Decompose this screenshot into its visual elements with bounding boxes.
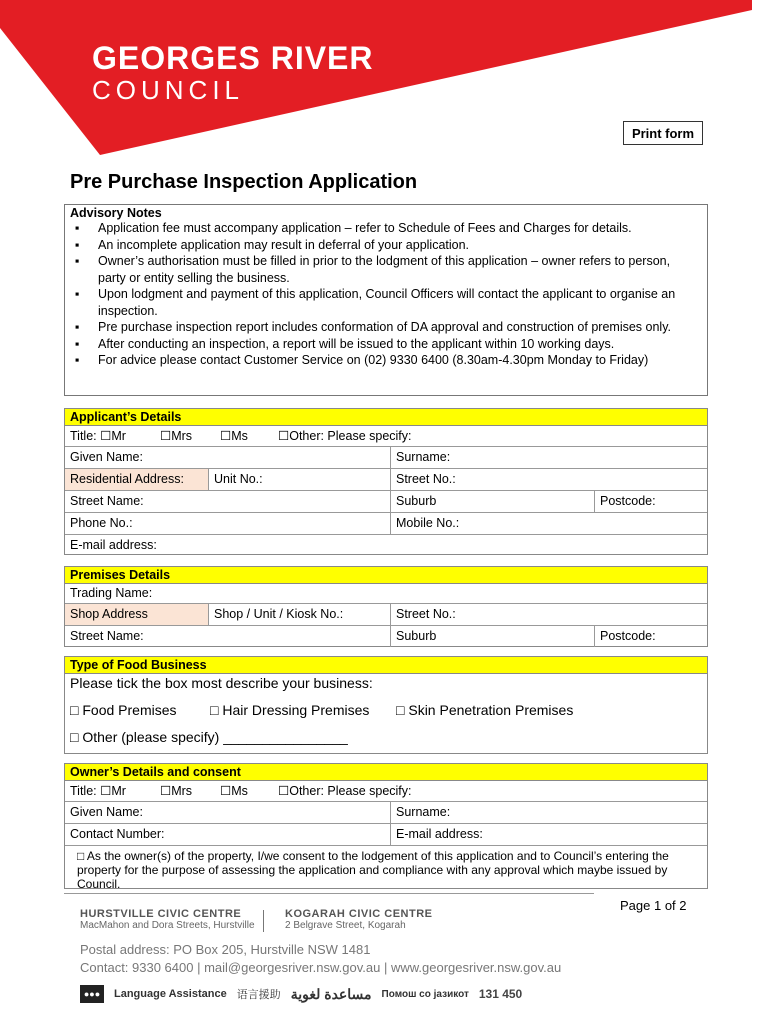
- owner-given-name-field[interactable]: Given Name:: [70, 805, 143, 819]
- advisory-item: ▪ Upon lodgment and payment of this application, Council Officers will contact the applicant to organise an inspection.: [75, 287, 676, 318]
- bullet-icon: ▪: [75, 353, 80, 367]
- footer-separator: [263, 910, 264, 932]
- print-form-button[interactable]: Print form: [623, 121, 703, 145]
- food-premises-option[interactable]: □ Food Premises: [70, 702, 177, 718]
- applicant-address-row: [65, 469, 707, 491]
- page-number: Page 1 of 2: [620, 898, 687, 913]
- advisory-heading: Advisory Notes: [70, 206, 162, 220]
- language-macedonian: Помош со јазикот: [381, 988, 469, 1000]
- bullet-icon: ▪: [75, 336, 80, 351]
- applicant-street-row: [65, 491, 707, 513]
- council-logo-subtitle: COUNCIL: [92, 75, 245, 105]
- applicant-title-row: Title: ☐Mr ☐Mrs ☐Ms ☐Other: Please specify:: [65, 426, 707, 447]
- title-mr-checkbox[interactable]: ☐: [100, 429, 112, 443]
- advisory-list: [65, 220, 707, 369]
- owner-details-heading: Owner’s Details and consent: [65, 764, 707, 781]
- owner-contact-row: [65, 824, 707, 846]
- street-name-field[interactable]: Street Name:: [70, 494, 144, 508]
- bullet-icon: ▪: [75, 237, 80, 252]
- owner-consent-statement: □ As the owner(s) of the property, I/we consent to the lodgement of this application and to Council’s entering the property for the purpose of assessing the application and compliance with any approval which maybe issued by Council.: [77, 849, 669, 891]
- hair-dressing-option[interactable]: □ Hair Dressing Premises: [210, 702, 370, 718]
- applicant-details-section: [64, 408, 708, 555]
- bullet-icon: ▪: [75, 221, 80, 235]
- footer-divider: [64, 893, 594, 894]
- council-logo-title: GEORGES RIVER: [92, 40, 374, 76]
- owner-name-row: [65, 802, 707, 824]
- page-title: Pre Purchase Inspection Application: [70, 171, 418, 193]
- contact-details: Contact: 9330 6400 | mail@georgesriver.nsw.gov.au | www.georgesriver.nsw.gov.au: [80, 960, 562, 975]
- applicant-details-heading: Applicant’s Details: [65, 409, 707, 426]
- advisory-item: ▪ An incomplete application may result in deferral of your application.: [75, 237, 470, 252]
- premises-postcode-field[interactable]: Postcode:: [594, 626, 707, 647]
- postcode-field[interactable]: Postcode:: [594, 491, 707, 512]
- skin-penetration-option[interactable]: □ Skin Penetration Premises: [396, 702, 574, 718]
- residential-address-label: Residential Address:: [65, 469, 208, 490]
- mobile-field[interactable]: Mobile No.:: [390, 513, 707, 534]
- shop-address-label: Shop Address: [65, 604, 208, 625]
- other-business-checkbox[interactable]: □: [70, 729, 79, 745]
- other-business-option[interactable]: □ Other (please specify) ________________: [70, 729, 348, 745]
- owner-contact-number-field[interactable]: Contact Number:: [70, 827, 165, 841]
- interpreter-icon: ●●●: [80, 985, 104, 1003]
- advisory-item: ▪ Owner’s authorisation must be filled in prior to the lodgment of this application – owner refers to person, party or entity selling the business.: [75, 254, 671, 285]
- bullet-icon: ▪: [75, 254, 80, 268]
- bullet-icon: ▪: [75, 320, 80, 334]
- advisory-notes-box: [64, 204, 708, 396]
- trading-name-field[interactable]: Trading Name:: [70, 586, 153, 600]
- owner-title-mr-checkbox[interactable]: ☐: [100, 784, 112, 798]
- owner-email-field[interactable]: E-mail address:: [390, 824, 707, 845]
- shop-unit-field[interactable]: Shop / Unit / Kiosk No.:: [208, 604, 390, 625]
- applicant-phone-row: [65, 513, 707, 535]
- owner-title-mrs-checkbox[interactable]: ☐: [160, 784, 172, 798]
- advisory-item: ▪ After conducting an inspection, a report will be issued to the applicant within 10 working days.: [75, 336, 615, 351]
- premises-details-section: [64, 566, 708, 647]
- owner-details-section: [64, 763, 708, 889]
- suburb-field[interactable]: Suburb: [390, 491, 594, 512]
- phone-field[interactable]: Phone No.:: [70, 516, 133, 530]
- food-premises-checkbox[interactable]: □: [70, 702, 79, 718]
- applicant-name-row: [65, 447, 707, 469]
- language-assistance-bar: [80, 985, 522, 1003]
- premises-street-row: [65, 626, 707, 647]
- premises-address-row: [65, 604, 707, 626]
- given-name-field[interactable]: Given Name:: [70, 450, 143, 464]
- title-mrs-checkbox[interactable]: ☐: [160, 429, 172, 443]
- hair-dressing-checkbox[interactable]: □: [210, 702, 219, 718]
- premises-street-name-field[interactable]: Street Name:: [70, 629, 144, 643]
- bullet-icon: ▪: [75, 287, 80, 301]
- surname-field[interactable]: Surname:: [390, 447, 707, 468]
- premises-suburb-field[interactable]: Suburb: [390, 626, 594, 647]
- applicant-email-row: [65, 535, 707, 556]
- premises-trading-row: [65, 584, 707, 604]
- interpreter-phone: 131 450: [478, 987, 523, 1001]
- title-ms-checkbox[interactable]: ☐: [220, 429, 232, 443]
- food-business-prompt: Please tick the box most describe your business:: [70, 675, 373, 691]
- language-chinese: 语言援助: [236, 989, 281, 1001]
- hurstville-civic-centre: HURSTVILLE CIVIC CENTRE MacMahon and Dora Streets, Hurstville: [80, 908, 255, 931]
- advisory-item: ▪ Application fee must accompany application – refer to Schedule of Fees and Charges for details.: [75, 221, 632, 235]
- owner-surname-field[interactable]: Surname:: [390, 802, 707, 823]
- email-field[interactable]: E-mail address:: [70, 538, 157, 552]
- kogarah-civic-centre: KOGARAH CIVIC CENTRE 2 Belgrave Street, Kogarah: [285, 908, 433, 931]
- owner-title-ms-checkbox[interactable]: ☐: [220, 784, 232, 798]
- skin-penetration-checkbox[interactable]: □: [396, 702, 405, 718]
- street-no-field[interactable]: Street No.:: [390, 469, 707, 490]
- premises-details-heading: Premises Details: [65, 567, 707, 584]
- premises-street-no-field[interactable]: Street No.:: [390, 604, 707, 625]
- unit-no-field[interactable]: Unit No.:: [208, 469, 390, 490]
- food-business-section: [64, 656, 708, 754]
- owner-consent-checkbox[interactable]: □: [77, 849, 85, 863]
- owner-title-row: Title: ☐Mr ☐Mrs ☐Ms ☐Other: Please specify:: [65, 781, 707, 802]
- title-other-checkbox[interactable]: ☐: [278, 429, 290, 443]
- language-assistance-label: Language Assistance: [114, 988, 227, 1000]
- food-business-heading: Type of Food Business: [65, 657, 707, 674]
- postal-address: Postal address: PO Box 205, Hurstville NSW 1481: [80, 942, 371, 957]
- language-arabic: مساعدة لغوية: [290, 985, 372, 1002]
- advisory-item: ▪ For advice please contact Customer Service on (02) 9330 6400 (8.30am-4.30pm Monday to Friday): [75, 353, 649, 367]
- owner-title-other-checkbox[interactable]: ☐: [278, 784, 290, 798]
- advisory-item: ▪ Pre purchase inspection report includes conformation of DA approval and construction of premises only.: [75, 320, 671, 334]
